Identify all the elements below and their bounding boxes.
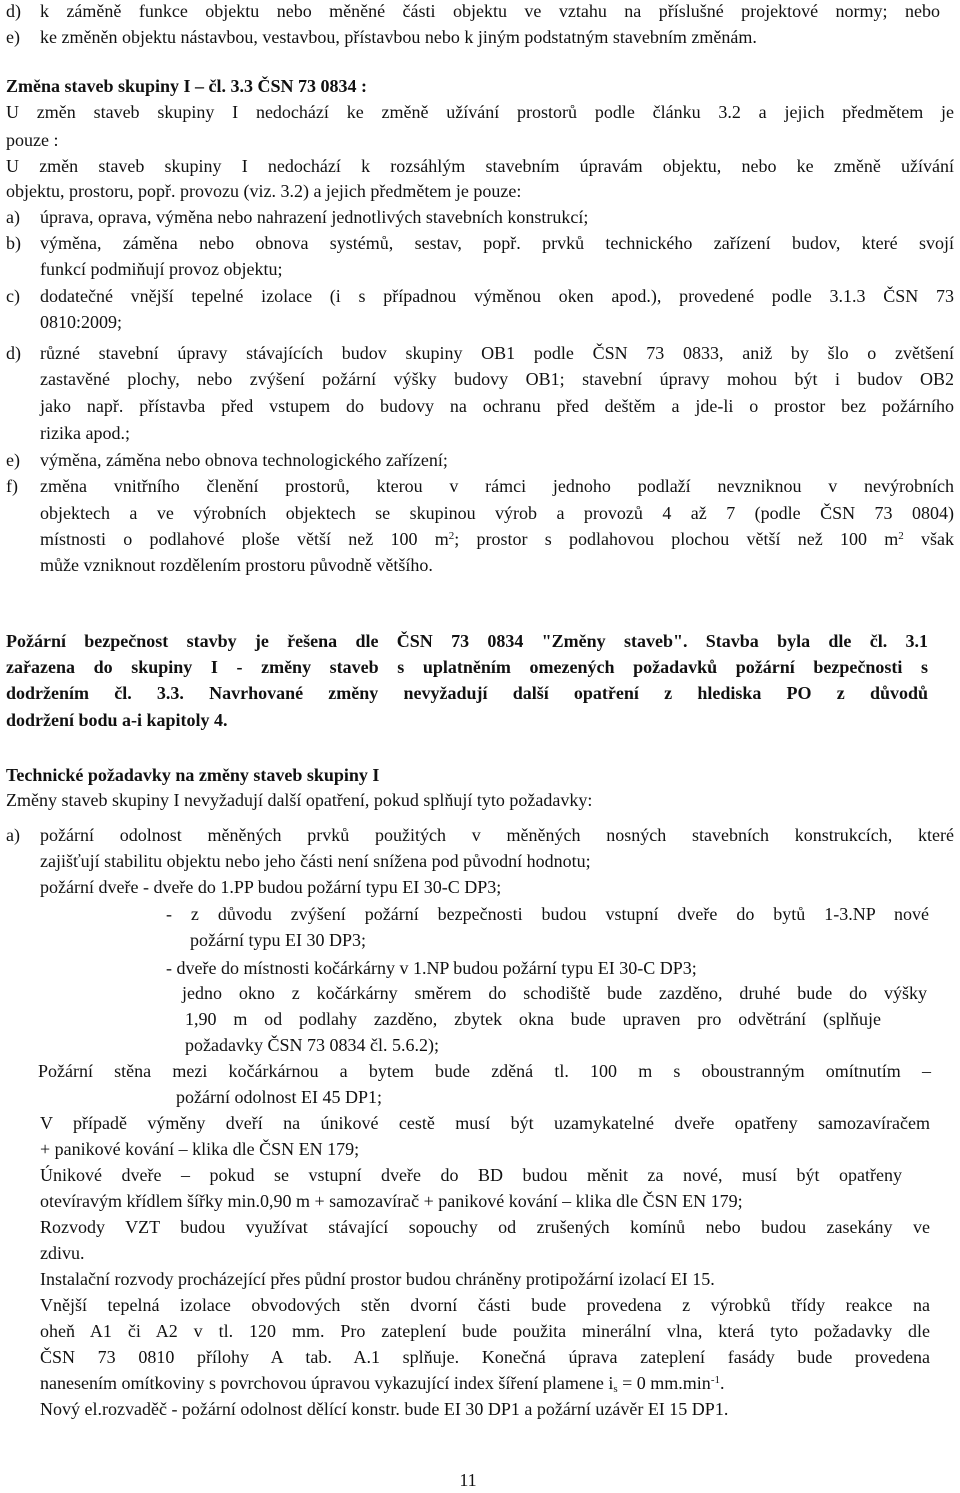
list-item-text: 0810:2009; <box>40 312 123 332</box>
wall-line: Požární stěna mezi kočárkárnou a bytem bude zděná tl. 100 m s oboustranným omítnutím – <box>38 1061 931 1081</box>
exit-line: V případě výměny dveří na únikové cestě musí být uzamykatelné dveře opatřeny samozavíračem <box>40 1113 930 1133</box>
list-item-text: dodatečné vnější tepelné izolace (i s případnou výměnou oken apod.), provedené podle 3.1.3 ČSN 73 <box>40 286 954 306</box>
paragraph-line: pouze : <box>6 130 59 150</box>
window-line: jedno okno z kočárkárny směrem do schodiště bude zazděno, druhé bude do výšky <box>182 983 927 1003</box>
wall-line: požární odolnost EI 45 DP1; <box>176 1087 382 1107</box>
list-item-text: místnosti o podlahové ploše větší než 100 $m^2$; prostor s podlahovou plochou větší než 100 $m^2$ však <box>40 529 954 549</box>
doors-line: požární dveře - dveře do 1.PP budou požární typu EI 30-C DP3; <box>40 877 502 897</box>
switchboard-line: Nový el.rozvaděč - požární odolnost dělící konstr. bude EI 30 DP1 a požární uzávěr EI 15 DP1. <box>40 1399 729 1419</box>
list-label: a) <box>6 207 20 227</box>
paragraph-line: U změn staveb skupiny I nedochází ke změně užívání prostorů podle článku 3.2 a jejich předmětem je <box>6 102 954 122</box>
list-item-text: zastavěné plochy, nebo zvýšení požární výšky budovy OB1; stavební úpravy mohou být i budov OB2 <box>40 369 954 389</box>
list-item-text: zajišťují stabilitu objektu nebo jeho části není snížena pod původní hodnotu; <box>40 851 591 871</box>
list-item-text: změna vnitřního členění prostorů, kterou v rámci jednoho podlaží nevzniknou v nevýrobních <box>40 476 954 496</box>
doors-line: - dveře do místnosti kočárkárny v 1.NP budou požární typu EI 30-C DP3; <box>166 958 697 978</box>
bold-paragraph-line: dodržení bodu a-i kapitoly 4. <box>6 710 228 730</box>
escape-line: otevíravým křídlem šířky min.0,90 m + samozavírač + panikové kování – klika dle ČSN EN 179; <box>40 1191 743 1211</box>
list-item-text: výměna, záměna nebo obnova technologického zařízení; <box>40 450 448 470</box>
list-item-text: objektech a ve výrobních objektech se skupinou výrob a provozů 4 až 7 (podle ČSN 73 0804) <box>40 503 954 523</box>
bold-paragraph-line: dodržením čl. 3.3. Navrhované změny nevyžadují další opatření z hlediska PO z důvodů <box>6 683 928 703</box>
window-line: požadavky ČSN 73 0834 čl. 5.6.2); <box>185 1035 439 1055</box>
list-item-text: funkcí podmiňují provoz objektu; <box>40 259 283 279</box>
doors-line: požární typu EI 30 DP3; <box>190 930 366 950</box>
list-label: d) <box>6 1 21 21</box>
list-item-text: výměna, záměna nebo obnova systémů, sestav, popř. prvků technického zařízení budov, které svojí <box>40 233 954 253</box>
vzt-line: zdivu. <box>40 1243 85 1263</box>
list-label: e) <box>6 450 20 470</box>
paragraph-line: objektu, prostoru, popř. provozu (viz. 3.2) a jejich předmětem je pouze: <box>6 181 522 201</box>
bold-paragraph-line: Požární bezpečnost stavby je řešena dle ČSN 73 0834 "Změny staveb". Stavba byla dle čl. 3.1 <box>6 631 928 651</box>
list-item-text: úprava, oprava, výměna nebo nahrazení jednotlivých stavebních konstrukcí; <box>40 207 589 227</box>
escape-line: Únikové dveře – pokud se vstupní dveře do BD budou měnit za nové, musí být opatřeny <box>40 1165 902 1185</box>
exit-line: + panikové kování – klika dle ČSN EN 179; <box>40 1139 360 1159</box>
insulation-line: oheň A1 či A2 v tl. 120 mm. Pro zateplení bude použita minerální vlna, která tyto požadavky dle <box>40 1321 930 1341</box>
doors-line: - z důvodu zvýšení požární bezpečnosti budou vstupní dveře do bytů 1-3.NP nové <box>166 904 929 924</box>
list-item-text: může vzniknout rozdělením prostoru původně většího. <box>40 555 433 575</box>
list-label: a) <box>6 825 20 845</box>
vzt-line: Rozvody VZT budou využívat stávající sopouchy od zrušených komínů nebo budou zasekány ve <box>40 1217 930 1237</box>
list-item-text: jako např. přístavba před vstupem do budovy na ochranu před deštěm a jde-li o prostor bez požárního <box>40 396 954 416</box>
list-item-text: ke změněn objektu nástavbou, vestavbou, přístavbou nebo k jiným podstatným stavebním změnám. <box>40 27 757 47</box>
list-item-text: různé stavební úpravy stávajících budov skupiny OB1 podle ČSN 73 0833, aniž by šlo o zvětšení <box>40 343 954 363</box>
list-item-text: požární odolnost měněných prvků použitých v měněných nosných stavebních konstrukcích, které <box>40 825 954 845</box>
page-number: 11 <box>459 1470 477 1490</box>
list-item-text: k záměně funkce objektu nebo měněné části objektu ve vztahu na příslušné projektové normy; nebo <box>40 1 940 21</box>
list-label: c) <box>6 286 20 306</box>
list-label: d) <box>6 343 21 363</box>
insulation-line: ČSN 73 0810 přílohy A tab. A.1 splňuje. Konečná úprava zateplení fasády bude provedena <box>40 1347 930 1367</box>
installation-line: Instalační rozvody procházející přes půdní prostor budou chráněny protipožární izolací EI 15. <box>40 1269 715 1289</box>
list-label: b) <box>6 233 21 253</box>
paragraph-line: U změn staveb skupiny I nedochází k rozsáhlým stavebním úpravám objektu, nebo ke změně užívání <box>6 156 954 176</box>
window-line: 1,90 m od podlahy zazděno, zbytek okna bude upraven pro odvětrání (splňuje <box>185 1009 881 1029</box>
insulation-line: nanesením omítkoviny s povrchovou úpravou vykazující index šíření plamene $i_s = 0$ $mm.\min^{-1}$. <box>40 1373 725 1395</box>
bold-paragraph-line: zařazena do skupiny I - změny staveb s uplatněním omezených požadavků požární bezpečnosti s <box>6 657 928 677</box>
paragraph-line: Změny staveb skupiny I nevyžadují další opatření, pokud splňují tyto požadavky: <box>6 790 593 810</box>
insulation-line: Vnější tepelná izolace obvodových stěn dvorní části bude provedena z výrobků třídy reakce na <box>40 1295 930 1315</box>
list-item-text: rizika apod.; <box>40 423 130 443</box>
section-heading: Změna staveb skupiny I – čl. 3.3 ČSN 73 0834 : <box>6 76 368 96</box>
list-label: f) <box>6 476 18 496</box>
section-heading: Technické požadavky na změny staveb skupiny I <box>6 765 380 785</box>
list-label: e) <box>6 27 20 47</box>
